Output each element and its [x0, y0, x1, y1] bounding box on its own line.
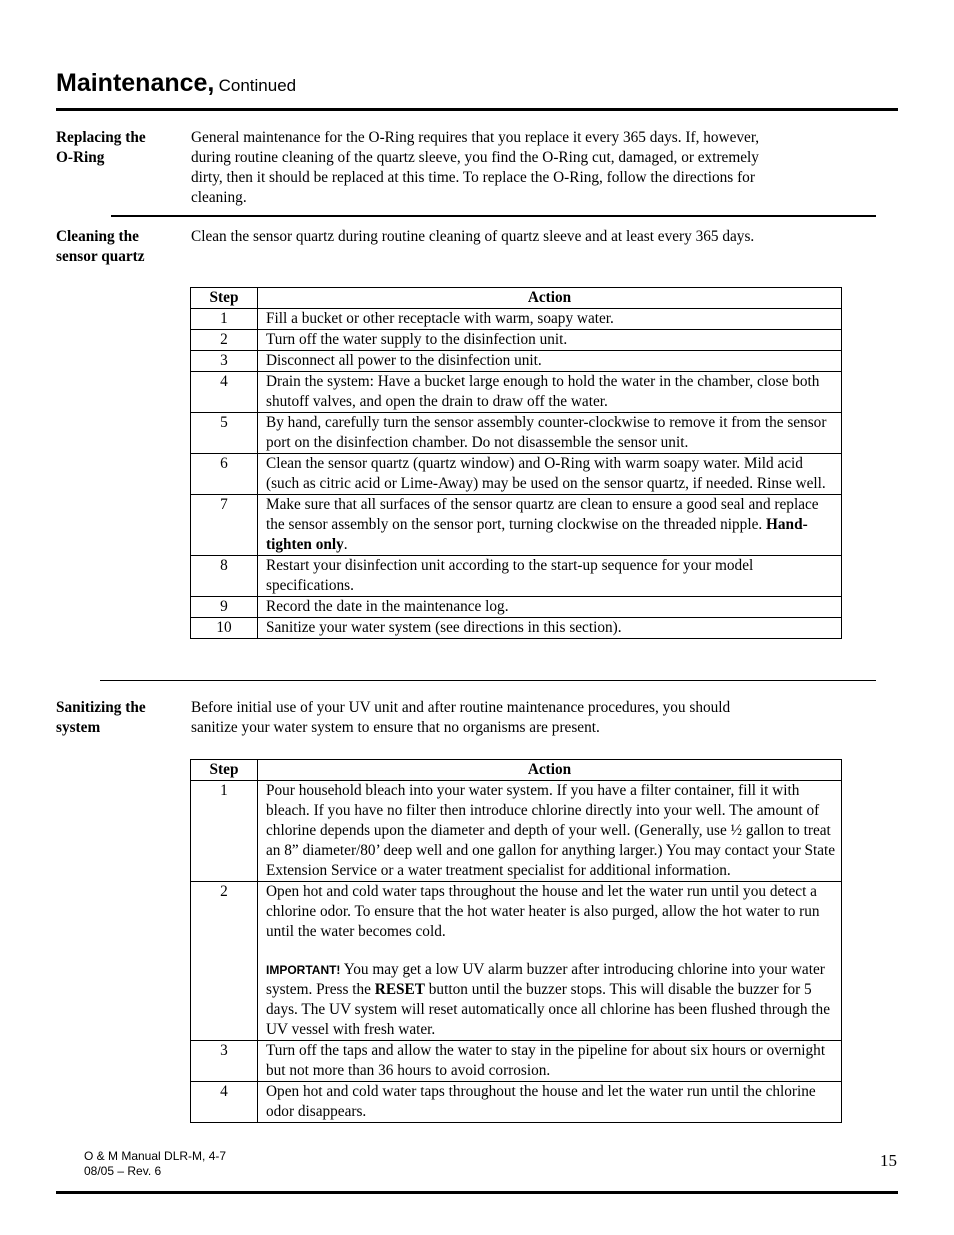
- table-row: [191, 1041, 842, 1082]
- step-action-end: .: [343, 536, 348, 553]
- table-row: [191, 330, 842, 351]
- table-row: [191, 556, 842, 597]
- sensor-section-label: [56, 227, 181, 267]
- step-number: 1: [191, 309, 258, 330]
- step-action: Turn off the taps and allow the water to stay in the pipeline for about six hours or overnight but not more than 36 hours to avoid corrosion.: [258, 1041, 842, 1082]
- table-header-row: [191, 760, 842, 781]
- sanitize-section-label: [56, 698, 181, 738]
- page-number: 15: [880, 1151, 897, 1170]
- step-action: [258, 882, 842, 1041]
- table-row: [191, 495, 842, 556]
- step-number: 4: [191, 372, 258, 413]
- section-divider: [100, 680, 876, 681]
- step-column-header: Step: [191, 288, 258, 309]
- table-row: [191, 413, 842, 454]
- section-divider: [111, 215, 876, 217]
- important-text-end: button until the buzzer stops. This will disable the buzzer for 5 days. The UV system will reset automatically once all chlorine has been flushed through the UV vessel with fresh water.: [266, 981, 830, 1038]
- step-number: 8: [191, 556, 258, 597]
- step-number: 3: [191, 351, 258, 372]
- sanitize-section-body: Before initial use of your UV unit and after routine maintenance procedures, you should sanitize your water system to ensure that no organisms are present.: [191, 699, 731, 736]
- step-number: 6: [191, 454, 258, 495]
- step-action: Sanitize your water system (see directions in this section).: [258, 618, 842, 639]
- reset-emphasis: RESET: [374, 981, 425, 998]
- sensor-section-body: Clean the sensor quartz during routine cleaning of quartz sleeve and at least every 365 days.: [191, 228, 755, 245]
- sensor-label-line1: Cleaning the: [56, 228, 139, 245]
- action-column-header: Action: [258, 288, 842, 309]
- important-label: IMPORTANT!: [266, 963, 341, 977]
- step-number: 3: [191, 1041, 258, 1082]
- footer-rule: [56, 1191, 898, 1194]
- table-row: [191, 618, 842, 639]
- sanitize-label-line2: system: [56, 719, 101, 736]
- step-action: Open hot and cold water taps throughout the house and let the water run until the chlorine odor disappears.: [258, 1082, 842, 1123]
- page-title-continued: Continued: [218, 76, 297, 95]
- footer-manual: O & M Manual DLR-M, 4-7: [84, 1149, 227, 1163]
- step-action: Clean the sensor quartz (quartz window) and O-Ring with warm soapy water. Mild acid (such as citric acid or Lime-Away) may be used on the sensor quartz, if needed. Rinse well.: [258, 454, 842, 495]
- step-action: Drain the system: Have a bucket large enough to hold the water in the chamber, close both shutoff valves, and open the drain to draw off the water.: [258, 372, 842, 413]
- page-title: [56, 69, 297, 97]
- table-row: [191, 1082, 842, 1123]
- step-action: [258, 495, 842, 556]
- oring-label-line1: Replacing the: [56, 129, 146, 146]
- footer-document-info: [84, 1149, 226, 1179]
- table-row: [191, 597, 842, 618]
- action-column-header: Action: [258, 760, 842, 781]
- table-row: [191, 882, 842, 1041]
- step-number: 9: [191, 597, 258, 618]
- footer-revision: 08/05 – Rev. 6: [84, 1164, 162, 1178]
- important-text: You may get a low UV alarm buzzer after introducing chlorine into your water system. Press the: [266, 961, 825, 998]
- sanitize-steps-table: [190, 759, 842, 1123]
- step-action: Turn off the water supply to the disinfection unit.: [258, 330, 842, 351]
- step-column-header: Step: [191, 760, 258, 781]
- sensor-label-line2: sensor quartz: [56, 248, 145, 265]
- step-number: 5: [191, 413, 258, 454]
- oring-section-label: [56, 128, 181, 168]
- oring-section-body: General maintenance for the O-Ring requires that you replace it every 365 days. If, however, during routine cleaning of the quartz sleeve, you find the O-Ring cut, damaged, or extremely dirty, then it should be replaced at this time. To replace the O-Ring, follow the directions for cleaning.: [191, 129, 760, 206]
- oring-label-line2: O-Ring: [56, 149, 105, 166]
- step-number: 1: [191, 781, 258, 882]
- step-action: Record the date in the maintenance log.: [258, 597, 842, 618]
- important-note: [266, 960, 836, 1040]
- step-action: Fill a bucket or other receptacle with warm, soapy water.: [258, 309, 842, 330]
- hand-tighten-emphasis: Hand-tighten only: [266, 516, 808, 553]
- step-action-text: Open hot and cold water taps throughout the house and let the water run until you detect a chlorine odor. To ensure that the hot water heater is also purged, allow the hot water to run until the water becomes cold.: [266, 883, 820, 940]
- step-action: By hand, carefully turn the sensor assembly counter-clockwise to remove it from the sensor port on the disinfection chamber. Do not disassemble the sensor unit.: [258, 413, 842, 454]
- sensor-steps-table: [190, 287, 842, 639]
- table-header-row: [191, 288, 842, 309]
- step-action: Restart your disinfection unit according to the start-up sequence for your model specifications.: [258, 556, 842, 597]
- step-action: Pour household bleach into your water system. If you have a filter container, fill it with bleach. If you have no filter then introduce chlorine directly into your well. The amount of chlorine depends upon the diameter and depth of your well. (Generally, use ½ gallon to treat an 8” diameter/80’ deep well and one gallon for anything larger.) You may contact your State Extension Service or a water treatment specialist for additional information.: [258, 781, 842, 882]
- table-row: [191, 351, 842, 372]
- table-row: [191, 309, 842, 330]
- step-number: 7: [191, 495, 258, 556]
- step-number: 10: [191, 618, 258, 639]
- paragraph-spacer: [266, 942, 836, 960]
- table-row: [191, 454, 842, 495]
- step-action-text: Make sure that all surfaces of the sensor quartz are clean to ensure a good seal and replace the sensor assembly on the sensor port, turning clockwise on the threaded nipple.: [266, 496, 819, 533]
- header-rule: [56, 108, 898, 111]
- sanitize-label-line1: Sanitizing the: [56, 699, 146, 716]
- table-row: [191, 372, 842, 413]
- table-row: [191, 781, 842, 882]
- step-number: 4: [191, 1082, 258, 1123]
- page-title-main: Maintenance,: [56, 69, 215, 97]
- step-action: Disconnect all power to the disinfection unit.: [258, 351, 842, 372]
- step-number: 2: [191, 330, 258, 351]
- step-number: 2: [191, 882, 258, 1041]
